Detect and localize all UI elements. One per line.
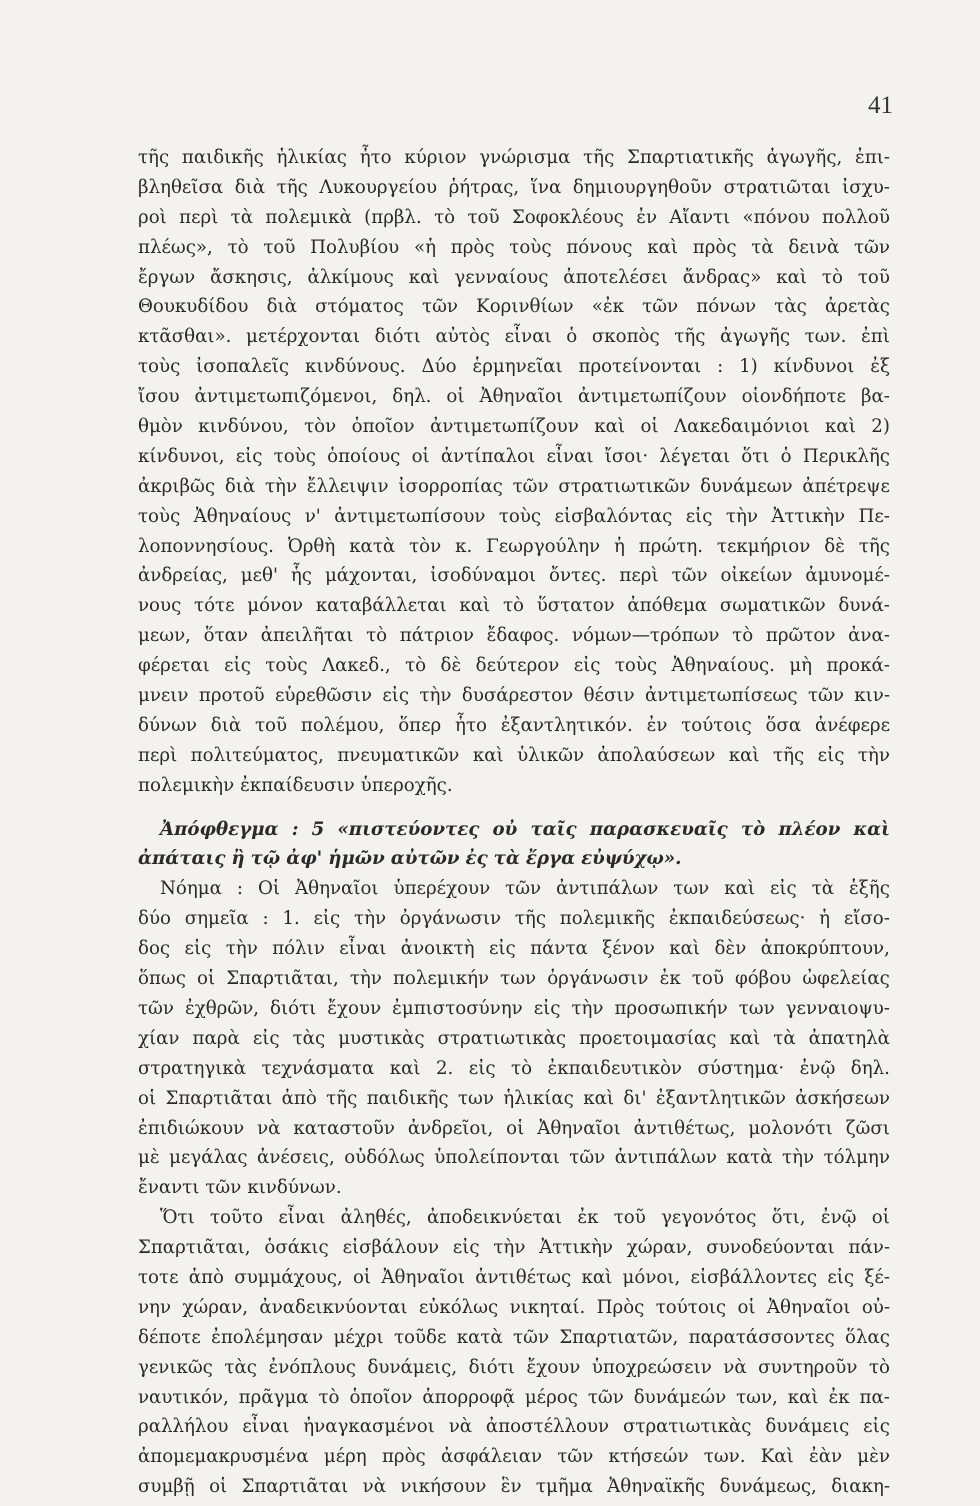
noima-line: δύο σημεῖα : 1. εἰς τὴν ὀργάνωσιν τῆς πολεμικῆς ἐκπαιδεύσεως· ἡ εἴσο- (138, 908, 890, 930)
noima-line: τῶν ἐχθρῶν, διότι ἔχουν ἐμπιστοσύνην εἰς τὴν προσωπικήν των γενναιοψυ- (138, 997, 890, 1019)
body-text (138, 147, 890, 1506)
text-line: κίνδυνοι, εἰς τοὺς ὁποίους οἱ ἀντίπαλοι εἶναι ἴσοι· λέγεται ὅτι ὁ Περικλῆς (138, 445, 890, 467)
text-line: ἀκριβῶς διὰ τὴν ἔλλειψιν ἰσορροπίας τῶν στρατιωτικῶν δυνάμεων ἀπέτρεψε (138, 475, 890, 497)
noima-line: ὅπως οἱ Σπαρτιᾶται, τὴν πολεμικήν των ὀργάνωσιν ἐκ τοῦ φόβου ὠφελείας (138, 968, 890, 990)
noima-line: Νόημα : Οἱ Ἀθηναῖοι ὑπερέχουν τῶν ἀντιπάλων των καὶ εἰς τὰ ἑξῆς (160, 878, 890, 900)
text-line: πολεμικὴν ἐκπαίδευσιν ὑπεροχῆς. (138, 774, 453, 796)
text-line: μνειν προτοῦ εὑρεθῶσιν εἰς τὴν δυσάρεστον θέσιν ἀντιμετωπίσεως τῶν κιν- (138, 685, 890, 707)
text-line: ἀνδρείας, μεθ' ἧς μάχονται, ἰσοδύναμοι ὄντες. περὶ τῶν οἰκείων ἀμυνομέ- (138, 565, 890, 587)
noima-line: ἔναντι τῶν κινδύνων. (138, 1177, 342, 1199)
noima-line: ἐπιδιώκουν νὰ καταστοῦν ἀνδρεῖοι, οἱ Ἀθηναῖοι ἀντιθέτως, μολονότι ζῶσι (138, 1117, 890, 1139)
paragraph-gap (138, 805, 890, 819)
paragraph-line: συμβῇ οἱ Σπαρτιᾶται νὰ νικήσουν ἓν τμῆμα Ἀθηναϊκῆς δυνάμεως, διακη- (138, 1476, 890, 1498)
text-line: νους τότε μόνον καταβάλλεται καὶ τὸ ὕστατον ἀπόθεμα σωματικῶν δυνά- (138, 595, 890, 617)
text-line: τῆς παιδικῆς ἡλικίας ἦτο κύριον γνώρισμα τῆς Σπαρτιατικῆς ἀγωγῆς, ἐπι- (138, 147, 890, 168)
text-line: περὶ πολιτεύματος, πνευματικῶν καὶ ὑλικῶν ἀπολαύσεων καὶ τῆς εἰς τὴν (138, 744, 890, 766)
paragraph-line: ἀπομεμακρυσμένα μέρη πρὸς ἀσφάλειαν τῶν κτήσεών των. Καὶ ἐὰν μὲν (138, 1446, 890, 1468)
noima-line: χίαν παρὰ εἰς τὰς μυστικὰς στρατιωτικὰς προετοιμασίας καὶ τὰ ἀπατηλὰ (138, 1027, 890, 1049)
page-number: 41 (868, 92, 893, 119)
text-line: ροὶ περὶ τὰ πολεμικὰ (πρβλ. τὸ τοῦ Σοφοκλέους ἐν Αἴαντι «πόνου πολλοῦ (138, 206, 890, 228)
apophthegm-line: ἀπάταις ἢ τῷ ἀφ' ἡμῶν αὐτῶν ἐς τὰ ἔργα εὐψύχῳ». (138, 848, 682, 870)
text-line: τοὺς Ἀθηναίους ν' ἀντιμετωπίσουν τοὺς εἰσβαλόντας εἰς τὴν Ἀττικὴν Πε- (138, 505, 890, 527)
paragraph-line: νην χώραν, ἀναδεικνύονται εὐκόλως νικηταί. Πρὸς τούτοις οἱ Ἀθηναῖοι οὐ- (138, 1296, 890, 1318)
paragraph-line: ραλλήλου εἶναι ἠναγκασμένοι νὰ ἀποστέλλουν στρατιωτικὰς δυνάμεις εἰς (138, 1416, 890, 1438)
text-line: ἴσου ἀντιμετωπιζόμενοι, δηλ. οἱ Ἀθηναῖοι ἀντιμετωπίζουν οἱονδήποτε βα- (138, 386, 890, 408)
paragraph-line: Ὅτι τοῦτο εἶναι ἀληθές, ἀποδεικνύεται ἐκ τοῦ γεγονότος ὅτι, ἐνῷ οἱ (160, 1207, 890, 1229)
apophthegm-line: Ἀπόφθεγμα : 5 «πιστεύοντες οὐ ταῖς παρασκευαῖς τὸ πλέον καὶ (160, 818, 890, 840)
paragraph-line: δέποτε ἐπολέμησαν μέχρι τοῦδε κατὰ τῶν Σπαρτιατῶν, παρατάσσοντες ὅλας (138, 1326, 890, 1348)
text-line: θμὸν κινδύνου, τὸν ὁποῖον ἀντιμετωπίζουν καὶ οἱ Λακεδαιμόνιοι καὶ 2) (138, 416, 890, 438)
noima-line: μὲ μεγάλας ἀνέσεις, οὐδόλως ὑπολείπονται τῶν ἀντιπάλων κατὰ τὴν τόλμην (138, 1147, 890, 1169)
text-line: μεων, ὅταν ἀπειλῆται τὸ πάτριον ἔδαφος. νόμων—τρόπων τὸ πρῶτον ἀνα- (138, 625, 890, 647)
noima-line: στρατηγικὰ τεχνάσματα καὶ 2. εἰς τὸ ἐκπαιδευτικὸν σύστημα· ἐνῷ δηλ. (138, 1057, 890, 1079)
text-line: λοποννησίους. Ὀρθὴ κατὰ τὸν κ. Γεωργούλην ἡ πρώτη. τεκμήριον δὲ τῆς (138, 535, 890, 557)
text-line: φέρεται εἰς τοὺς Λακεδ., τὸ δὲ δεύτερον εἰς τοὺς Ἀθηναίους. μὴ προκά- (138, 655, 890, 677)
text-line: τοὺς ἰσοπαλεῖς κινδύνους. Δύο ἑρμηνεῖαι προτείνονται : 1) κίνδυνοι ἐξ (138, 356, 890, 378)
text-line: κτᾶσθαι». μετέρχονται διότι αὐτὸς εἶναι ὁ σκοπὸς τῆς ἀγωγῆς των. ἐπὶ (138, 326, 890, 348)
text-line: δύνων διὰ τοῦ πολέμου, ὅπερ ἦτο ἐξαντλητικόν. ἐν τούτοις ὅσα ἀνέφερε (138, 714, 890, 736)
text-line: πλέως», τὸ τοῦ Πολυβίου «ἡ πρὸς τοὺς πόνους καὶ πρὸς τὰ δεινὰ τῶν (138, 236, 890, 258)
paragraph-line: Σπαρτιᾶται, ὁσάκις εἰσβάλουν εἰς τὴν Ἀττικὴν χώραν, συνοδεύονται πάν- (138, 1237, 890, 1259)
noima-line: δος εἰς τὴν πόλιν εἶναι ἀνοικτὴ εἰς πάντα ξένον καὶ δὲν ἀποκρύπτουν, (138, 938, 890, 960)
text-line: βληθεῖσα διὰ τῆς Λυκουργείου ῥήτρας, ἵνα δημιουργηθοῦν στρατιῶται ἰσχυ- (138, 176, 890, 198)
noima-line: οἱ Σπαρτιᾶται ἀπὸ τῆς παιδικῆς των ἡλικίας καὶ δι' ἐξαντλητικῶν ἀσκήσεων (138, 1087, 890, 1109)
text-line: Θουκυδίδου διὰ στόματος τῶν Κορινθίων «ἐκ τῶν πόνων τὰς ἀρετὰς (138, 296, 890, 318)
paragraph-line: ναυτικόν, πρᾶγμα τὸ ὁποῖον ἀπορροφᾷ μέρος τῶν δυνάμεών των, καὶ ἐκ πα- (138, 1386, 890, 1408)
text-line: ἔργων ἄσκησις, ἀλκίμους καὶ γενναίους ἀποτελέσει ἄνδρας» καὶ τὸ τοῦ (138, 266, 890, 288)
paragraph-line: τοτε ἀπὸ συμμάχους, οἱ Ἀθηναῖοι ἀντιθέτως καὶ μόνοι, εἰσβάλλοντες εἰς ξέ- (138, 1266, 890, 1288)
paragraph-line: γενικῶς τὰς ἐνόπλους δυνάμεις, διότι ἔχουν ὑποχρεώσειν νὰ συντηροῦν τὸ (138, 1356, 890, 1378)
